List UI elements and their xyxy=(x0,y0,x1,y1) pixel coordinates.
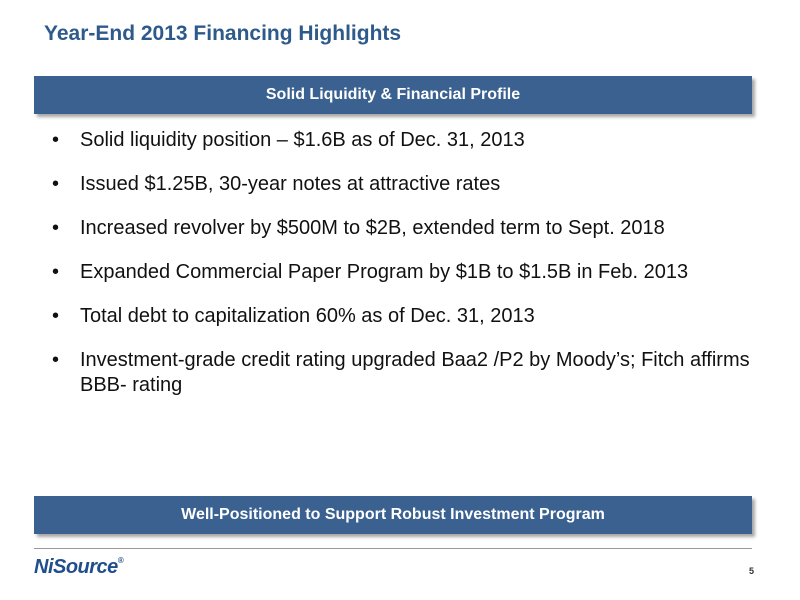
bullet-item xyxy=(52,304,772,329)
bullet-text: Expanded Commercial Paper Program by $1B to $1.5B in Feb. 2013 xyxy=(80,261,689,283)
bullet-icon: • xyxy=(52,129,60,151)
bullet-icon: • xyxy=(52,261,60,283)
bullet-item xyxy=(52,128,772,153)
page-number: 5 xyxy=(748,566,754,576)
bullet-list xyxy=(52,128,772,417)
bullet-text: Investment-grade credit rating upgraded Baa2 /P2 by Moody’s; Fitch affirms BBB- rating xyxy=(80,349,750,396)
registered-mark: ® xyxy=(117,556,124,565)
bullet-text: Solid liquidity position – $1.6B as of Dec. 31, 2013 xyxy=(80,129,525,151)
bullet-icon: • xyxy=(52,217,60,239)
bullet-text: Issued $1.25B, 30-year notes at attractive rates xyxy=(80,173,501,195)
logo-text: NiSource xyxy=(34,556,118,578)
liquidity-banner: Solid Liquidity & Financial Profile xyxy=(34,76,752,114)
bullet-item xyxy=(52,172,772,197)
bullet-item xyxy=(52,260,772,285)
bullet-item xyxy=(52,216,772,241)
bullet-item xyxy=(52,348,772,398)
bullet-icon: • xyxy=(52,173,60,195)
slide-title: Year-End 2013 Financing Highlights xyxy=(44,22,402,45)
bullet-icon: • xyxy=(52,305,60,327)
footer-divider xyxy=(34,548,752,549)
investment-banner: Well-Positioned to Support Robust Investment Program xyxy=(34,496,752,534)
bullet-text: Total debt to capitalization 60% as of Dec. 31, 2013 xyxy=(80,305,535,327)
bullet-text: Increased revolver by $500M to $2B, extended term to Sept. 2018 xyxy=(80,217,665,239)
bullet-icon: • xyxy=(52,349,60,371)
nisource-logo xyxy=(34,556,123,579)
